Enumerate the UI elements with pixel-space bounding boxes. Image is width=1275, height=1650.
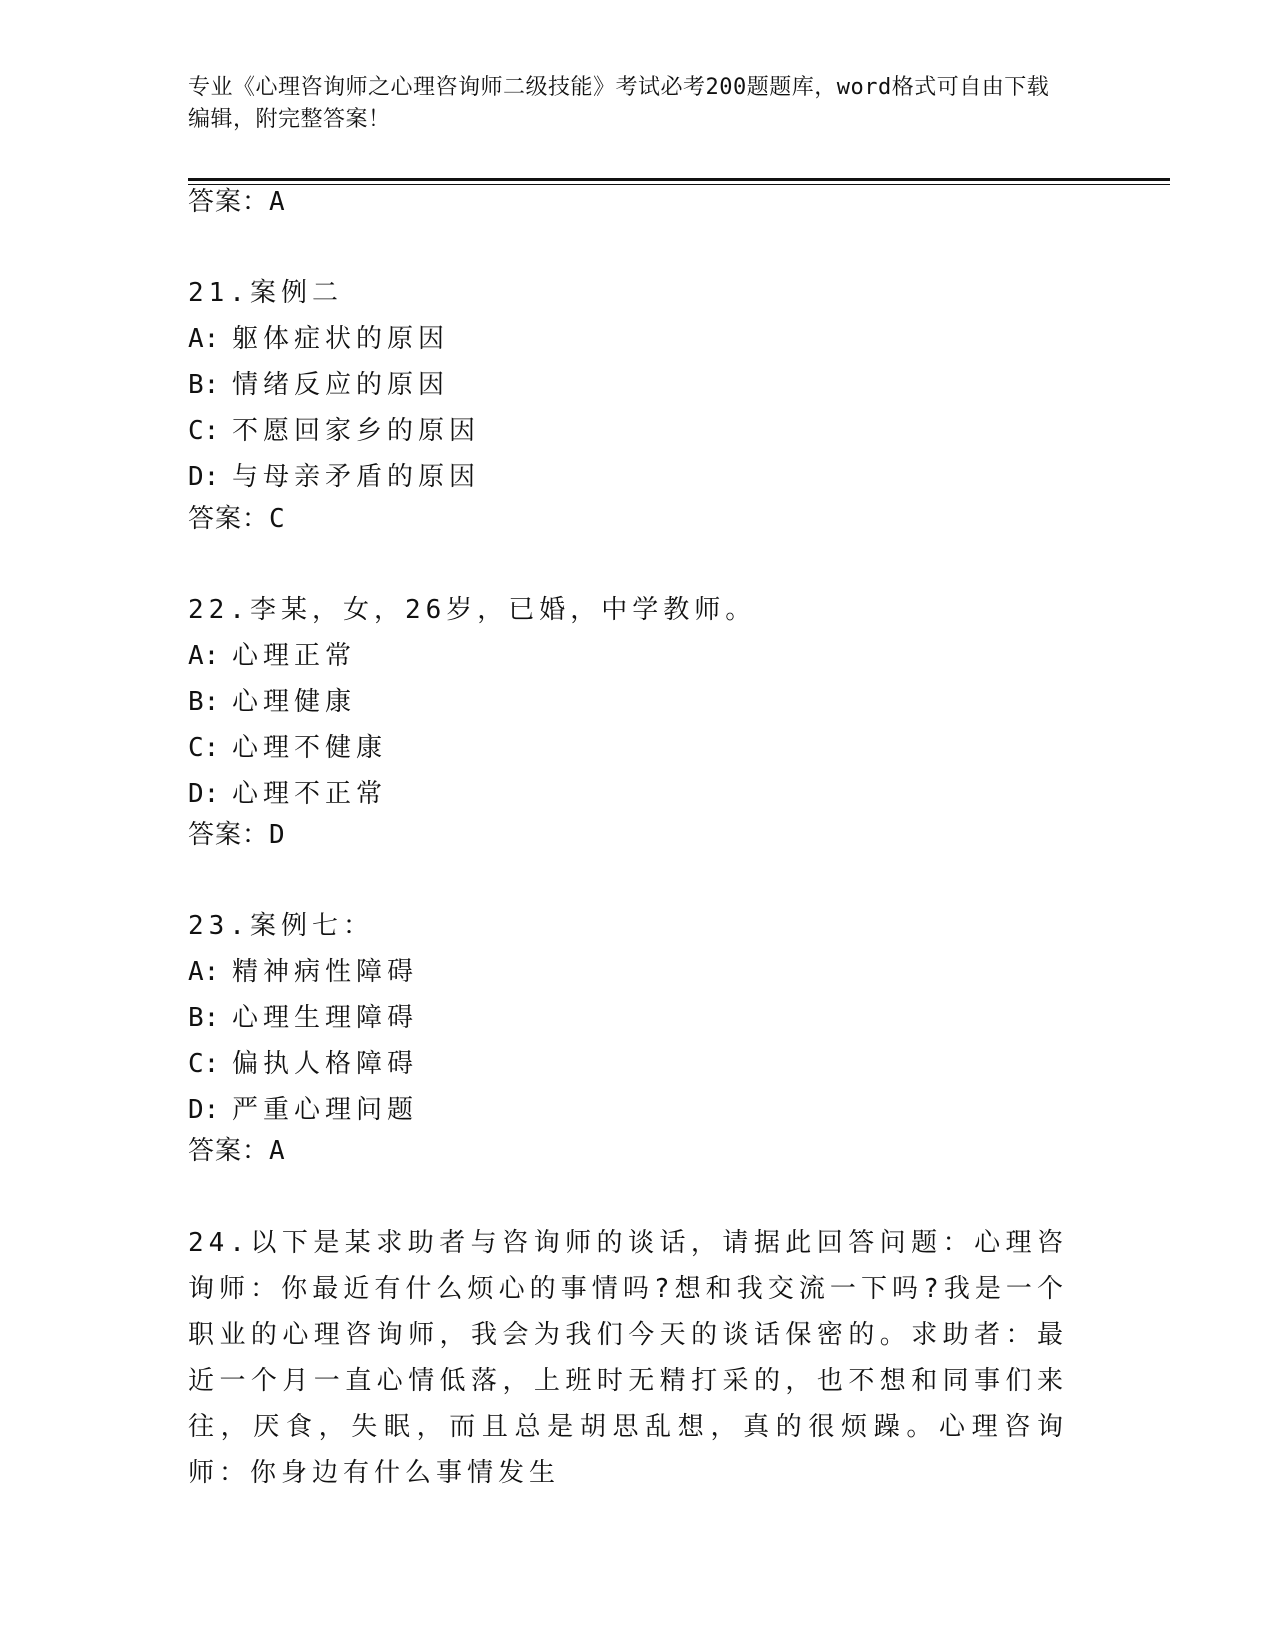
option-letter: D:	[188, 779, 220, 809]
option-a	[188, 316, 1068, 362]
answer-label: 答案：	[188, 820, 270, 850]
option-c	[188, 1041, 1068, 1087]
option-a	[188, 633, 1068, 679]
option-text: 心理正常	[232, 641, 357, 671]
question-21	[188, 270, 1068, 500]
option-text: 严重心理问题	[232, 1095, 419, 1125]
option-text: 情绪反应的原因	[232, 370, 450, 400]
header-divider-thick	[188, 178, 1170, 181]
answer-value: D	[269, 820, 286, 850]
option-letter: A:	[188, 957, 220, 987]
question-23	[188, 903, 1068, 1133]
option-letter: B:	[188, 687, 220, 717]
option-d	[188, 1087, 1068, 1133]
option-text: 心理不正常	[232, 779, 388, 809]
question-title: 21.案例二	[188, 278, 343, 308]
option-d	[188, 454, 1068, 500]
option-c	[188, 725, 1068, 771]
option-letter: A:	[188, 324, 220, 354]
option-text: 躯体症状的原因	[232, 324, 450, 354]
option-d	[188, 771, 1068, 817]
answer-value: A	[269, 187, 286, 217]
option-c	[188, 408, 1068, 454]
answer-line	[188, 185, 1068, 219]
document-header: 专业《心理咨询师之心理咨询师二级技能》考试必考200题题库，word格式可自由下载编辑，附完整答案！	[188, 75, 1050, 132]
option-text: 心理生理障碍	[232, 1003, 419, 1033]
option-letter: D:	[188, 1095, 220, 1125]
answer-line	[188, 818, 1068, 852]
option-letter: B:	[188, 370, 220, 400]
option-letter: B:	[188, 1003, 220, 1033]
option-text: 偏执人格障碍	[232, 1049, 419, 1079]
option-letter: C:	[188, 416, 220, 446]
option-b	[188, 995, 1068, 1041]
question-title: 22.李某，女，26岁，已婚，中学教师。	[188, 595, 757, 625]
answer-label: 答案：	[188, 1136, 270, 1166]
option-text: 与母亲矛盾的原因	[232, 462, 481, 492]
question-24: 24.以下是某求助者与咨询师的谈话，请据此回答问题：心理咨询师：你最近有什么烦心的事情吗?想和我交流一下吗?我是一个职业的心理咨询师，我会为我们今天的谈话保密的。求助者：最近一个月一直心情低落，上班时无精打采的，也不想和同事们来往，厌食，失眠，而且总是胡思乱想，真的很烦躁。心理咨询师：你身边有什么事情发生	[188, 1228, 1068, 1488]
answer-label: 答案：	[188, 187, 270, 217]
option-text: 精神病性障碍	[232, 957, 419, 987]
answer-line	[188, 502, 1068, 536]
option-letter: A:	[188, 641, 220, 671]
option-b	[188, 362, 1068, 408]
option-a	[188, 949, 1068, 995]
option-text: 不愿回家乡的原因	[232, 416, 481, 446]
option-letter: D:	[188, 462, 220, 492]
answer-line	[188, 1134, 1068, 1168]
answer-label: 答案：	[188, 504, 270, 534]
answer-value: A	[269, 1136, 286, 1166]
option-b	[188, 679, 1068, 725]
option-text: 心理健康	[232, 687, 357, 717]
option-letter: C:	[188, 1049, 220, 1079]
question-title: 23.案例七：	[188, 911, 374, 941]
option-text: 心理不健康	[232, 733, 388, 763]
question-22	[188, 587, 1068, 817]
option-letter: C:	[188, 733, 220, 763]
answer-value: C	[269, 504, 286, 534]
